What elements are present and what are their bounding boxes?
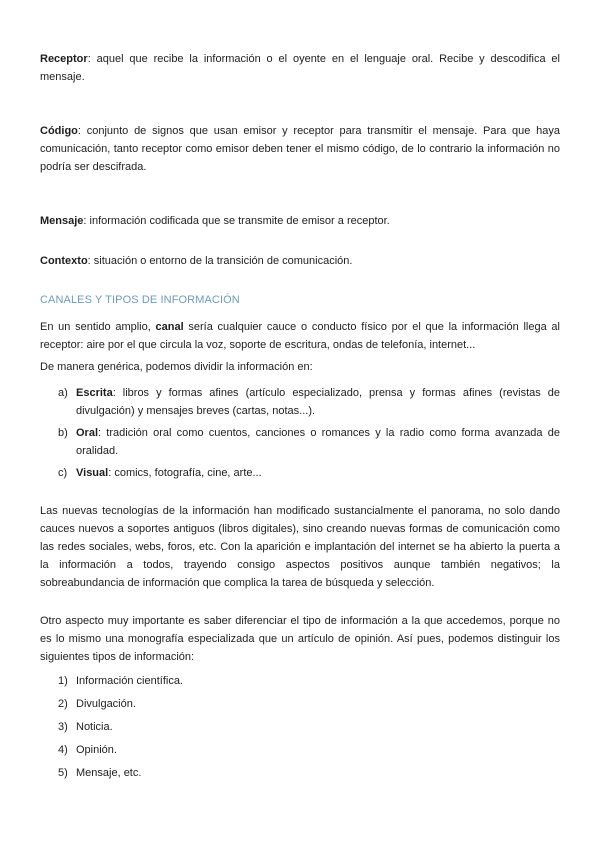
definition-text: : conjunto de signos que usan emisor y receptor para transmitir el mensaje. Para que haya comunicación, tanto receptor como emisor deben tener el mismo código, de lo contrario la información no podría ser descifrada. bbox=[40, 125, 560, 173]
list-item bbox=[40, 695, 560, 713]
document-page bbox=[40, 50, 560, 782]
intro-text: sería cualquier cauce o conducto físico por el que la información llega al receptor: aire por el que circula la voz, soporte de escritura, ondas de telefonía, internet... bbox=[40, 321, 560, 351]
definition-text: : situación o entorno de la transición de comunicación. bbox=[87, 255, 353, 267]
intro-bold-term: canal bbox=[155, 321, 184, 333]
list-marker: 2) bbox=[58, 698, 68, 710]
list-marker: 1) bbox=[58, 675, 68, 687]
list-item bbox=[40, 464, 560, 482]
list-item bbox=[40, 718, 560, 736]
numbered-list bbox=[40, 672, 560, 782]
list-marker: 4) bbox=[58, 744, 68, 756]
list-item bbox=[40, 424, 560, 460]
definition-contexto bbox=[40, 252, 560, 270]
definition-mensaje bbox=[40, 212, 560, 230]
list-text: Noticia. bbox=[76, 721, 113, 733]
list-text: Opinión. bbox=[76, 744, 117, 756]
list-text: : tradición oral como cuentos, canciones o romances y la radio como forma avanzada de oralidad. bbox=[76, 427, 560, 457]
list-term: Oral bbox=[76, 427, 99, 439]
list-text: : libros y formas afines (artículo especializado, prensa y formas afines (revistas de divulgación) y mensajes breves (cartas, notas...). bbox=[76, 387, 560, 417]
definition-term: Receptor bbox=[40, 53, 88, 65]
intro-paragraph bbox=[40, 318, 560, 354]
list-item bbox=[40, 384, 560, 420]
list-text: Mensaje, etc. bbox=[76, 767, 142, 779]
technology-paragraph: Las nuevas tecnologías de la información han modificado sustancialmente el panorama, no solo dando cauces nuevos a soportes antiguos (libros digitales), sino creando nuevas formas de comunicación como las redes sociales, webs, foros, etc. Con la aparición e implantación del internet se ha abierto la puerta a la información a todos, trayendo consigo aspectos positivos aunque también negativos; la sobreabundancia de información que complica la tarea de búsqueda y selección. bbox=[40, 505, 560, 589]
list-text: Divulgación. bbox=[76, 698, 136, 710]
definition-term: Código bbox=[40, 125, 78, 137]
list-marker: b) bbox=[58, 427, 68, 439]
list-item bbox=[40, 672, 560, 690]
definition-term: Mensaje bbox=[40, 215, 84, 227]
section-heading: CANALES Y TIPOS DE INFORMACIÓN bbox=[40, 294, 240, 306]
definition-term: Contexto bbox=[40, 255, 88, 267]
list-marker: c) bbox=[58, 467, 68, 479]
list-term: Escrita bbox=[76, 387, 113, 399]
list-marker: 3) bbox=[58, 721, 68, 733]
intro-text: En un sentido amplio, bbox=[40, 321, 156, 333]
definition-text: : aquel que recibe la información o el oyente en el lenguaje oral. Recibe y descodifica el mensaje. bbox=[40, 53, 560, 83]
list-text: Información científica. bbox=[76, 675, 183, 687]
division-paragraph: De manera genérica, podemos dividir la información en: bbox=[40, 361, 313, 373]
list-item bbox=[40, 741, 560, 759]
definition-text: : información codificada que se transmite de emisor a receptor. bbox=[83, 215, 390, 227]
definition-receptor bbox=[40, 50, 560, 86]
information-types-paragraph: Otro aspecto muy importante es saber diferenciar el tipo de información a la que accedemos, porque no es lo mismo una monografía especializada que un artículo de opinión. Así pues, podemos distinguir los siguientes tipos de información: bbox=[40, 615, 560, 663]
info-types-list bbox=[40, 384, 560, 482]
list-text: : comics, fotografía, cine, arte... bbox=[108, 467, 262, 479]
definition-codigo bbox=[40, 122, 560, 176]
list-term: Visual bbox=[76, 467, 109, 479]
list-item bbox=[40, 764, 560, 782]
list-marker: a) bbox=[58, 387, 68, 399]
list-marker: 5) bbox=[58, 767, 68, 779]
